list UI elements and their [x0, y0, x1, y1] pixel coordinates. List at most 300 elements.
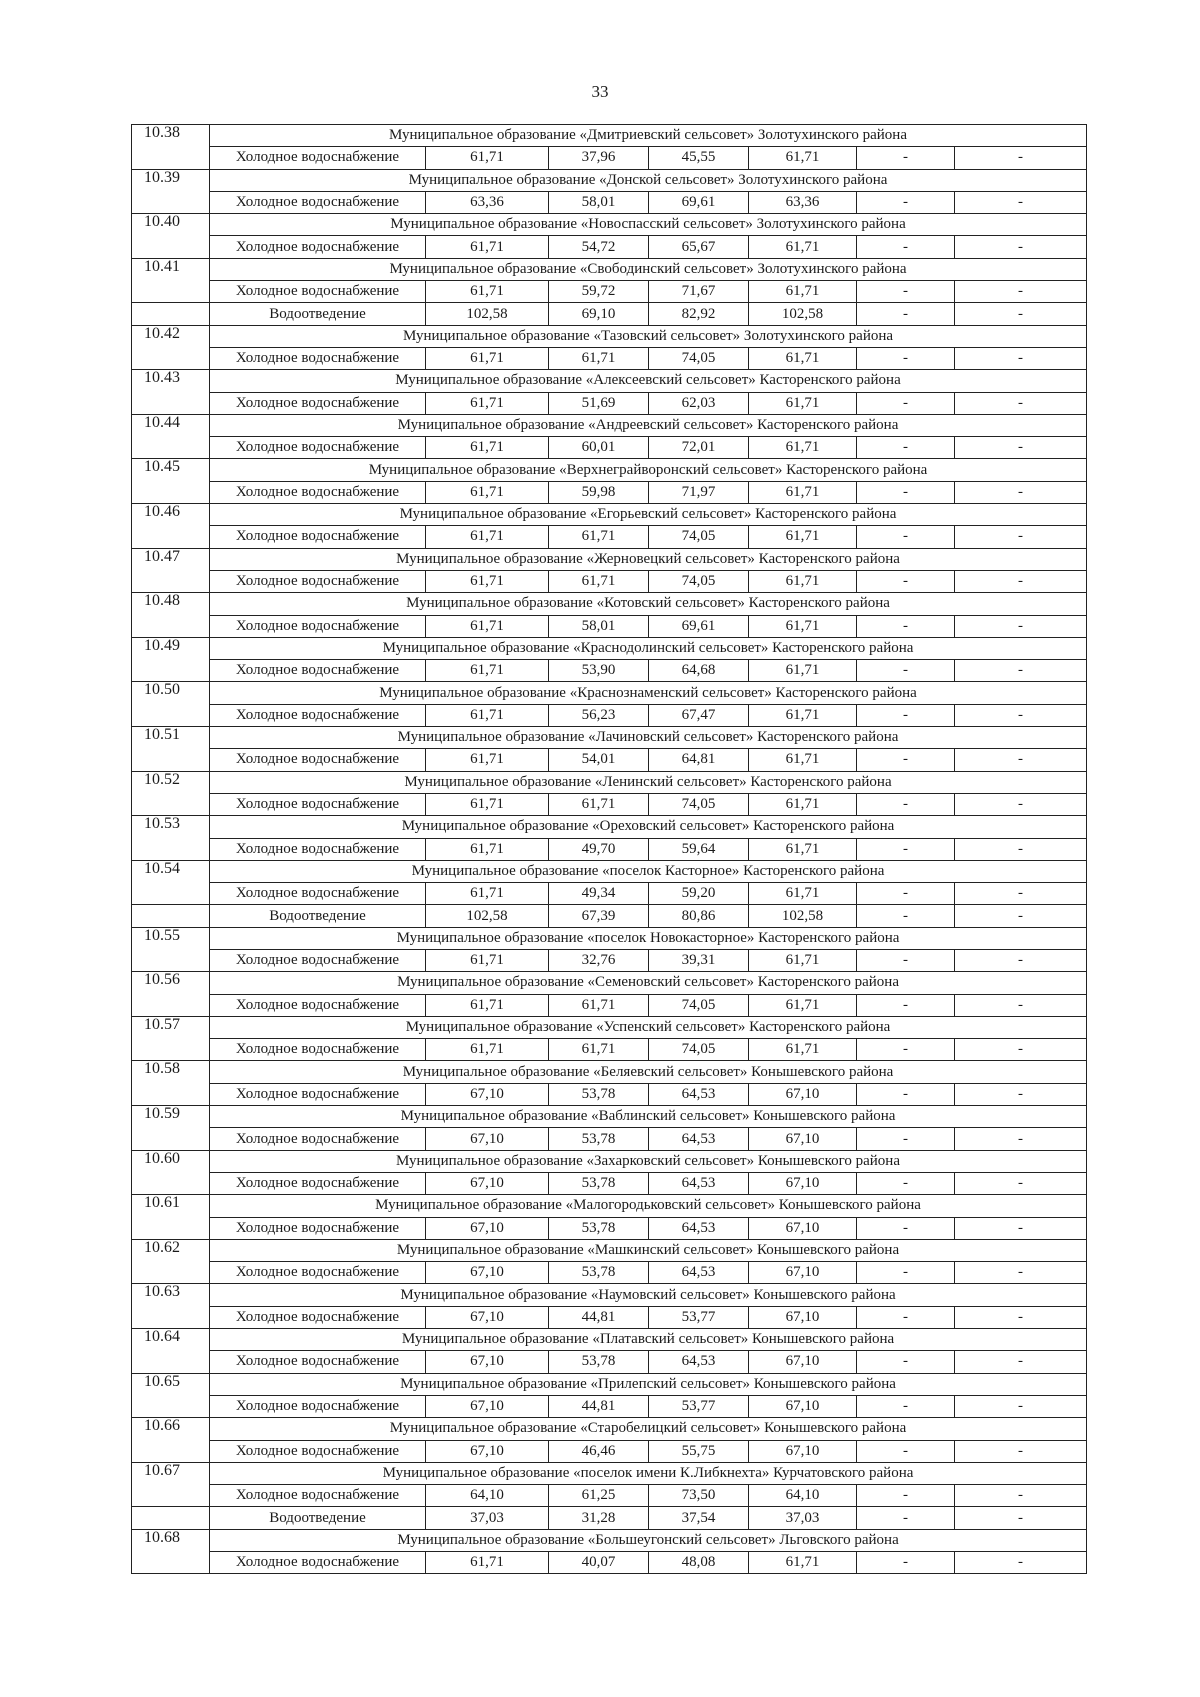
section-title: Муниципальное образование «Свободинский сельсовет» Золотухинского района [210, 258, 1087, 280]
section-title: Муниципальное образование «Краснознаменский сельсовет» Касторенского района [210, 682, 1087, 704]
tariff-value-cell: 61,71 [749, 1552, 857, 1574]
number-cell-empty [132, 1395, 210, 1417]
empty-value-cell: - [955, 1217, 1087, 1239]
empty-value-cell: - [857, 994, 955, 1016]
section-number: 10.54 [132, 860, 210, 882]
tariff-value-cell: 61,71 [549, 526, 649, 548]
tariff-value-cell: 61,71 [749, 570, 857, 592]
tariff-value-cell: 64,53 [649, 1217, 749, 1239]
section-title: Муниципальное образование «Семеновский сельсовет» Касторенского района [210, 972, 1087, 994]
tariff-value-cell: 61,71 [426, 704, 549, 726]
table-body [132, 125, 1087, 1574]
section-title: Муниципальное образование «Малогородьковский сельсовет» Конышевского района [210, 1195, 1087, 1217]
tariff-value-cell: 102,58 [426, 303, 549, 325]
service-name-cell: Холодное водоснабжение [210, 236, 426, 258]
service-name-cell: Холодное водоснабжение [210, 1306, 426, 1328]
table-row [132, 1507, 1087, 1529]
tariff-value-cell: 102,58 [426, 905, 549, 927]
empty-value-cell: - [955, 749, 1087, 771]
section-header-row [132, 1462, 1087, 1484]
tariff-value-cell: 69,61 [649, 191, 749, 213]
empty-value-cell: - [857, 1262, 955, 1284]
number-cell-empty [132, 1262, 210, 1284]
section-number: 10.63 [132, 1284, 210, 1306]
section-number: 10.42 [132, 325, 210, 347]
tariff-value-cell: 39,31 [649, 949, 749, 971]
tariff-value-cell: 60,01 [549, 437, 649, 459]
section-title: Муниципальное образование «Краснодолинский сельсовет» Касторенского района [210, 637, 1087, 659]
tariff-value-cell: 61,71 [426, 994, 549, 1016]
tariff-value-cell: 61,71 [426, 281, 549, 303]
table-row [132, 437, 1087, 459]
number-cell-empty [132, 191, 210, 213]
section-header-row [132, 414, 1087, 436]
tariff-value-cell: 64,81 [649, 749, 749, 771]
tariff-value-cell: 74,05 [649, 793, 749, 815]
section-header-row [132, 325, 1087, 347]
number-cell-empty [132, 749, 210, 771]
number-cell-empty [132, 1507, 210, 1529]
empty-value-cell: - [857, 437, 955, 459]
service-name-cell: Холодное водоснабжение [210, 749, 426, 771]
tariff-value-cell: 61,71 [426, 615, 549, 637]
tariff-value-cell: 61,71 [426, 236, 549, 258]
empty-value-cell: - [857, 1128, 955, 1150]
section-number: 10.49 [132, 637, 210, 659]
tariff-value-cell: 53,78 [549, 1351, 649, 1373]
table-row [132, 660, 1087, 682]
empty-value-cell: - [955, 1262, 1087, 1284]
empty-value-cell: - [857, 1440, 955, 1462]
service-name-cell: Холодное водоснабжение [210, 793, 426, 815]
section-header-row [132, 727, 1087, 749]
tariff-value-cell: 55,75 [649, 1440, 749, 1462]
empty-value-cell: - [857, 704, 955, 726]
number-cell-empty [132, 1039, 210, 1061]
tariff-value-cell: 65,67 [649, 236, 749, 258]
empty-value-cell: - [955, 570, 1087, 592]
table-row [132, 1172, 1087, 1194]
table-row [132, 905, 1087, 927]
empty-value-cell: - [955, 1395, 1087, 1417]
table-row [132, 1306, 1087, 1328]
section-title: Муниципальное образование «Новоспасский сельсовет» Золотухинского района [210, 214, 1087, 236]
tariff-value-cell: 67,10 [749, 1395, 857, 1417]
tariff-value-cell: 61,25 [549, 1485, 649, 1507]
tariff-value-cell: 61,71 [549, 347, 649, 369]
number-cell-empty [132, 1083, 210, 1105]
tariff-value-cell: 40,07 [549, 1552, 649, 1574]
empty-value-cell: - [955, 1440, 1087, 1462]
section-number: 10.68 [132, 1529, 210, 1551]
tariff-value-cell: 59,64 [649, 838, 749, 860]
section-number: 10.67 [132, 1462, 210, 1484]
table-row [132, 236, 1087, 258]
section-header-row [132, 927, 1087, 949]
table-row [132, 883, 1087, 905]
section-number: 10.39 [132, 169, 210, 191]
tariff-value-cell: 61,71 [549, 994, 649, 1016]
tariff-value-cell: 61,71 [549, 793, 649, 815]
section-number: 10.44 [132, 414, 210, 436]
empty-value-cell: - [857, 191, 955, 213]
tariff-value-cell: 61,71 [426, 838, 549, 860]
number-cell-empty [132, 1217, 210, 1239]
section-number: 10.56 [132, 972, 210, 994]
section-header-row [132, 1373, 1087, 1395]
tariff-value-cell: 74,05 [649, 526, 749, 548]
empty-value-cell: - [857, 147, 955, 169]
tariff-value-cell: 64,53 [649, 1262, 749, 1284]
number-cell-empty [132, 1485, 210, 1507]
section-title: Муниципальное образование «Ваблинский сельсовет» Конышевского района [210, 1106, 1087, 1128]
tariff-value-cell: 31,28 [549, 1507, 649, 1529]
empty-value-cell: - [955, 949, 1087, 971]
tariff-value-cell: 53,77 [649, 1306, 749, 1328]
tariff-value-cell: 61,71 [749, 660, 857, 682]
service-name-cell: Водоотведение [210, 905, 426, 927]
number-cell-empty [132, 526, 210, 548]
section-title: Муниципальное образование «Верхнеграйворонский сельсовет» Касторенского района [210, 459, 1087, 481]
number-cell-empty [132, 236, 210, 258]
section-number: 10.52 [132, 771, 210, 793]
number-cell-empty [132, 570, 210, 592]
section-number: 10.50 [132, 682, 210, 704]
table-row [132, 347, 1087, 369]
section-title: Муниципальное образование «Ленинский сельсовет» Касторенского района [210, 771, 1087, 793]
number-cell-empty [132, 949, 210, 971]
section-title: Муниципальное образование «Котовский сельсовет» Касторенского района [210, 593, 1087, 615]
section-number: 10.61 [132, 1195, 210, 1217]
section-header-row [132, 637, 1087, 659]
section-number: 10.65 [132, 1373, 210, 1395]
number-cell-empty [132, 660, 210, 682]
table-row [132, 191, 1087, 213]
tariff-value-cell: 61,71 [749, 347, 857, 369]
tariff-value-cell: 67,10 [749, 1351, 857, 1373]
tariff-value-cell: 74,05 [649, 347, 749, 369]
empty-value-cell: - [857, 481, 955, 503]
tariff-value-cell: 61,71 [549, 570, 649, 592]
tariff-value-cell: 53,78 [549, 1128, 649, 1150]
tariff-value-cell: 67,10 [749, 1440, 857, 1462]
tariff-value-cell: 67,10 [749, 1217, 857, 1239]
empty-value-cell: - [857, 1306, 955, 1328]
table-row [132, 793, 1087, 815]
section-header-row [132, 1061, 1087, 1083]
tariff-value-cell: 102,58 [749, 303, 857, 325]
section-header-row [132, 214, 1087, 236]
section-title: Муниципальное образование «Машкинский сельсовет» Конышевского района [210, 1239, 1087, 1261]
section-title: Муниципальное образование «Жерновецкий сельсовет» Касторенского района [210, 548, 1087, 570]
tariff-value-cell: 67,10 [749, 1172, 857, 1194]
service-name-cell: Холодное водоснабжение [210, 570, 426, 592]
empty-value-cell: - [955, 392, 1087, 414]
empty-value-cell: - [955, 526, 1087, 548]
empty-value-cell: - [955, 1306, 1087, 1328]
tariff-value-cell: 74,05 [649, 1039, 749, 1061]
service-name-cell: Холодное водоснабжение [210, 660, 426, 682]
section-number: 10.53 [132, 816, 210, 838]
tariff-value-cell: 53,78 [549, 1083, 649, 1105]
table-row [132, 704, 1087, 726]
table-row [132, 1395, 1087, 1417]
section-header-row [132, 504, 1087, 526]
empty-value-cell: - [857, 1083, 955, 1105]
tariff-value-cell: 61,71 [749, 481, 857, 503]
empty-value-cell: - [857, 1485, 955, 1507]
tariff-value-cell: 67,10 [426, 1395, 549, 1417]
tariff-value-cell: 61,71 [749, 704, 857, 726]
table-row [132, 1262, 1087, 1284]
section-header-row [132, 459, 1087, 481]
tariff-value-cell: 58,01 [549, 191, 649, 213]
section-title: Муниципальное образование «Старобелицкий сельсовет» Конышевского района [210, 1418, 1087, 1440]
tariff-value-cell: 62,03 [649, 392, 749, 414]
section-title: Муниципальное образование «Прилепский сельсовет» Конышевского района [210, 1373, 1087, 1395]
empty-value-cell: - [857, 838, 955, 860]
section-number: 10.51 [132, 727, 210, 749]
empty-value-cell: - [857, 615, 955, 637]
number-cell-empty [132, 147, 210, 169]
table-row [132, 615, 1087, 637]
section-header-row [132, 1195, 1087, 1217]
empty-value-cell: - [857, 303, 955, 325]
tariff-value-cell: 53,78 [549, 1172, 649, 1194]
service-name-cell: Водоотведение [210, 1507, 426, 1529]
empty-value-cell: - [857, 1351, 955, 1373]
section-number: 10.64 [132, 1329, 210, 1351]
empty-value-cell: - [955, 1039, 1087, 1061]
section-header-row [132, 1239, 1087, 1261]
service-name-cell: Холодное водоснабжение [210, 838, 426, 860]
empty-value-cell: - [857, 1039, 955, 1061]
tariff-value-cell: 61,71 [749, 883, 857, 905]
empty-value-cell: - [955, 615, 1087, 637]
tariff-value-cell: 59,98 [549, 481, 649, 503]
section-number: 10.38 [132, 125, 210, 147]
tariff-value-cell: 61,71 [749, 526, 857, 548]
number-cell-empty [132, 1306, 210, 1328]
tariff-value-cell: 64,10 [749, 1485, 857, 1507]
table-row [132, 994, 1087, 1016]
section-number: 10.58 [132, 1061, 210, 1083]
tariff-value-cell: 49,70 [549, 838, 649, 860]
table-row [132, 392, 1087, 414]
number-cell-empty [132, 1172, 210, 1194]
empty-value-cell: - [857, 570, 955, 592]
service-name-cell: Холодное водоснабжение [210, 526, 426, 548]
empty-value-cell: - [955, 883, 1087, 905]
empty-value-cell: - [955, 1351, 1087, 1373]
tariff-value-cell: 37,96 [549, 147, 649, 169]
tariff-value-cell: 69,61 [649, 615, 749, 637]
tariff-value-cell: 37,54 [649, 1507, 749, 1529]
empty-value-cell: - [857, 949, 955, 971]
tariff-value-cell: 54,01 [549, 749, 649, 771]
service-name-cell: Холодное водоснабжение [210, 191, 426, 213]
tariff-value-cell: 61,71 [426, 793, 549, 815]
tariff-value-cell: 44,81 [549, 1306, 649, 1328]
service-name-cell: Холодное водоснабжение [210, 704, 426, 726]
service-name-cell: Водоотведение [210, 303, 426, 325]
table-row [132, 303, 1087, 325]
tariff-value-cell: 71,97 [649, 481, 749, 503]
tariff-value-cell: 64,53 [649, 1128, 749, 1150]
tariff-value-cell: 61,71 [426, 883, 549, 905]
tariff-value-cell: 61,71 [426, 526, 549, 548]
service-name-cell: Холодное водоснабжение [210, 949, 426, 971]
tariff-value-cell: 67,10 [749, 1262, 857, 1284]
section-header-row [132, 1529, 1087, 1551]
empty-value-cell: - [955, 1083, 1087, 1105]
table-row [132, 838, 1087, 860]
empty-value-cell: - [857, 1552, 955, 1574]
empty-value-cell: - [955, 1507, 1087, 1529]
tariff-value-cell: 61,71 [749, 147, 857, 169]
table-row [132, 147, 1087, 169]
section-header-row [132, 593, 1087, 615]
service-name-cell: Холодное водоснабжение [210, 437, 426, 459]
section-number: 10.55 [132, 927, 210, 949]
section-number: 10.43 [132, 370, 210, 392]
section-number: 10.66 [132, 1418, 210, 1440]
empty-value-cell: - [955, 793, 1087, 815]
empty-value-cell: - [955, 704, 1087, 726]
empty-value-cell: - [955, 303, 1087, 325]
number-cell-empty [132, 1552, 210, 1574]
number-cell-empty [132, 1351, 210, 1373]
page-number: 33 [591, 82, 609, 101]
section-title: Муниципальное образование «Большеугонский сельсовет» Льговского района [210, 1529, 1087, 1551]
tariff-value-cell: 67,10 [426, 1306, 549, 1328]
section-title: Муниципальное образование «поселок Касторное» Касторенского района [210, 860, 1087, 882]
number-cell-empty [132, 793, 210, 815]
tariff-value-cell: 67,10 [426, 1351, 549, 1373]
tariff-value-cell: 46,46 [549, 1440, 649, 1462]
tariff-value-cell: 61,71 [426, 392, 549, 414]
empty-value-cell: - [857, 793, 955, 815]
service-name-cell: Холодное водоснабжение [210, 1552, 426, 1574]
table-row [132, 949, 1087, 971]
section-header-row [132, 1284, 1087, 1306]
section-title: Муниципальное образование «Захарковский сельсовет» Конышевского района [210, 1150, 1087, 1172]
tariff-value-cell: 59,20 [649, 883, 749, 905]
tariff-value-cell: 67,10 [426, 1128, 549, 1150]
service-name-cell: Холодное водоснабжение [210, 1440, 426, 1462]
section-title: Муниципальное образование «Донской сельсовет» Золотухинского района [210, 169, 1087, 191]
service-name-cell: Холодное водоснабжение [210, 1351, 426, 1373]
table-row [132, 481, 1087, 503]
section-header-row [132, 169, 1087, 191]
section-title: Муниципальное образование «поселок Новокасторное» Касторенского района [210, 927, 1087, 949]
empty-value-cell: - [857, 347, 955, 369]
section-number: 10.40 [132, 214, 210, 236]
tariff-value-cell: 64,10 [426, 1485, 549, 1507]
number-cell-empty [132, 392, 210, 414]
section-number: 10.45 [132, 459, 210, 481]
tariff-value-cell: 32,76 [549, 949, 649, 971]
tariff-value-cell: 51,69 [549, 392, 649, 414]
table-row [132, 749, 1087, 771]
section-number: 10.41 [132, 258, 210, 280]
tariff-value-cell: 67,47 [649, 704, 749, 726]
tariff-value-cell: 61,71 [749, 793, 857, 815]
section-title: Муниципальное образование «Беляевский сельсовет» Конышевского района [210, 1061, 1087, 1083]
empty-value-cell: - [955, 281, 1087, 303]
section-number: 10.46 [132, 504, 210, 526]
empty-value-cell: - [857, 526, 955, 548]
tariff-value-cell: 61,71 [749, 749, 857, 771]
section-number: 10.48 [132, 593, 210, 615]
number-cell-empty [132, 1128, 210, 1150]
tariff-table [131, 124, 1087, 1574]
service-name-cell: Холодное водоснабжение [210, 615, 426, 637]
number-cell-empty [132, 303, 210, 325]
empty-value-cell: - [857, 392, 955, 414]
tariff-value-cell: 82,92 [649, 303, 749, 325]
tariff-value-cell: 54,72 [549, 236, 649, 258]
empty-value-cell: - [955, 1485, 1087, 1507]
tariff-value-cell: 37,03 [426, 1507, 549, 1529]
tariff-value-cell: 61,71 [749, 1039, 857, 1061]
service-name-cell: Холодное водоснабжение [210, 1217, 426, 1239]
empty-value-cell: - [955, 1128, 1087, 1150]
service-name-cell: Холодное водоснабжение [210, 1485, 426, 1507]
section-title: Муниципальное образование «Егорьевский сельсовет» Касторенского района [210, 504, 1087, 526]
tariff-value-cell: 61,71 [749, 392, 857, 414]
service-name-cell: Холодное водоснабжение [210, 994, 426, 1016]
service-name-cell: Холодное водоснабжение [210, 1083, 426, 1105]
empty-value-cell: - [955, 191, 1087, 213]
section-header-row [132, 1418, 1087, 1440]
number-cell-empty [132, 347, 210, 369]
section-header-row [132, 1106, 1087, 1128]
tariff-value-cell: 74,05 [649, 994, 749, 1016]
tariff-value-cell: 61,71 [426, 481, 549, 503]
tariff-value-cell: 73,50 [649, 1485, 749, 1507]
tariff-value-cell: 44,81 [549, 1395, 649, 1417]
number-cell-empty [132, 481, 210, 503]
tariff-value-cell: 67,10 [749, 1083, 857, 1105]
tariff-value-cell: 102,58 [749, 905, 857, 927]
tariff-value-cell: 61,71 [749, 615, 857, 637]
section-title: Муниципальное образование «поселок имени К.Либкнехта» Курчатовского района [210, 1462, 1087, 1484]
empty-value-cell: - [857, 749, 955, 771]
empty-value-cell: - [955, 1172, 1087, 1194]
empty-value-cell: - [857, 1172, 955, 1194]
section-header-row [132, 682, 1087, 704]
empty-value-cell: - [955, 147, 1087, 169]
table-row [132, 570, 1087, 592]
table-row [132, 1440, 1087, 1462]
section-number: 10.57 [132, 1016, 210, 1038]
service-name-cell: Холодное водоснабжение [210, 147, 426, 169]
tariff-value-cell: 61,71 [749, 949, 857, 971]
tariff-value-cell: 61,71 [426, 1552, 549, 1574]
tariff-value-cell: 64,68 [649, 660, 749, 682]
service-name-cell: Холодное водоснабжение [210, 1128, 426, 1150]
tariff-value-cell: 61,71 [749, 281, 857, 303]
section-header-row [132, 1329, 1087, 1351]
tariff-value-cell: 67,39 [549, 905, 649, 927]
number-cell-empty [132, 1440, 210, 1462]
empty-value-cell: - [857, 236, 955, 258]
empty-value-cell: - [857, 905, 955, 927]
service-name-cell: Холодное водоснабжение [210, 347, 426, 369]
tariff-value-cell: 61,71 [426, 749, 549, 771]
table-row [132, 1351, 1087, 1373]
